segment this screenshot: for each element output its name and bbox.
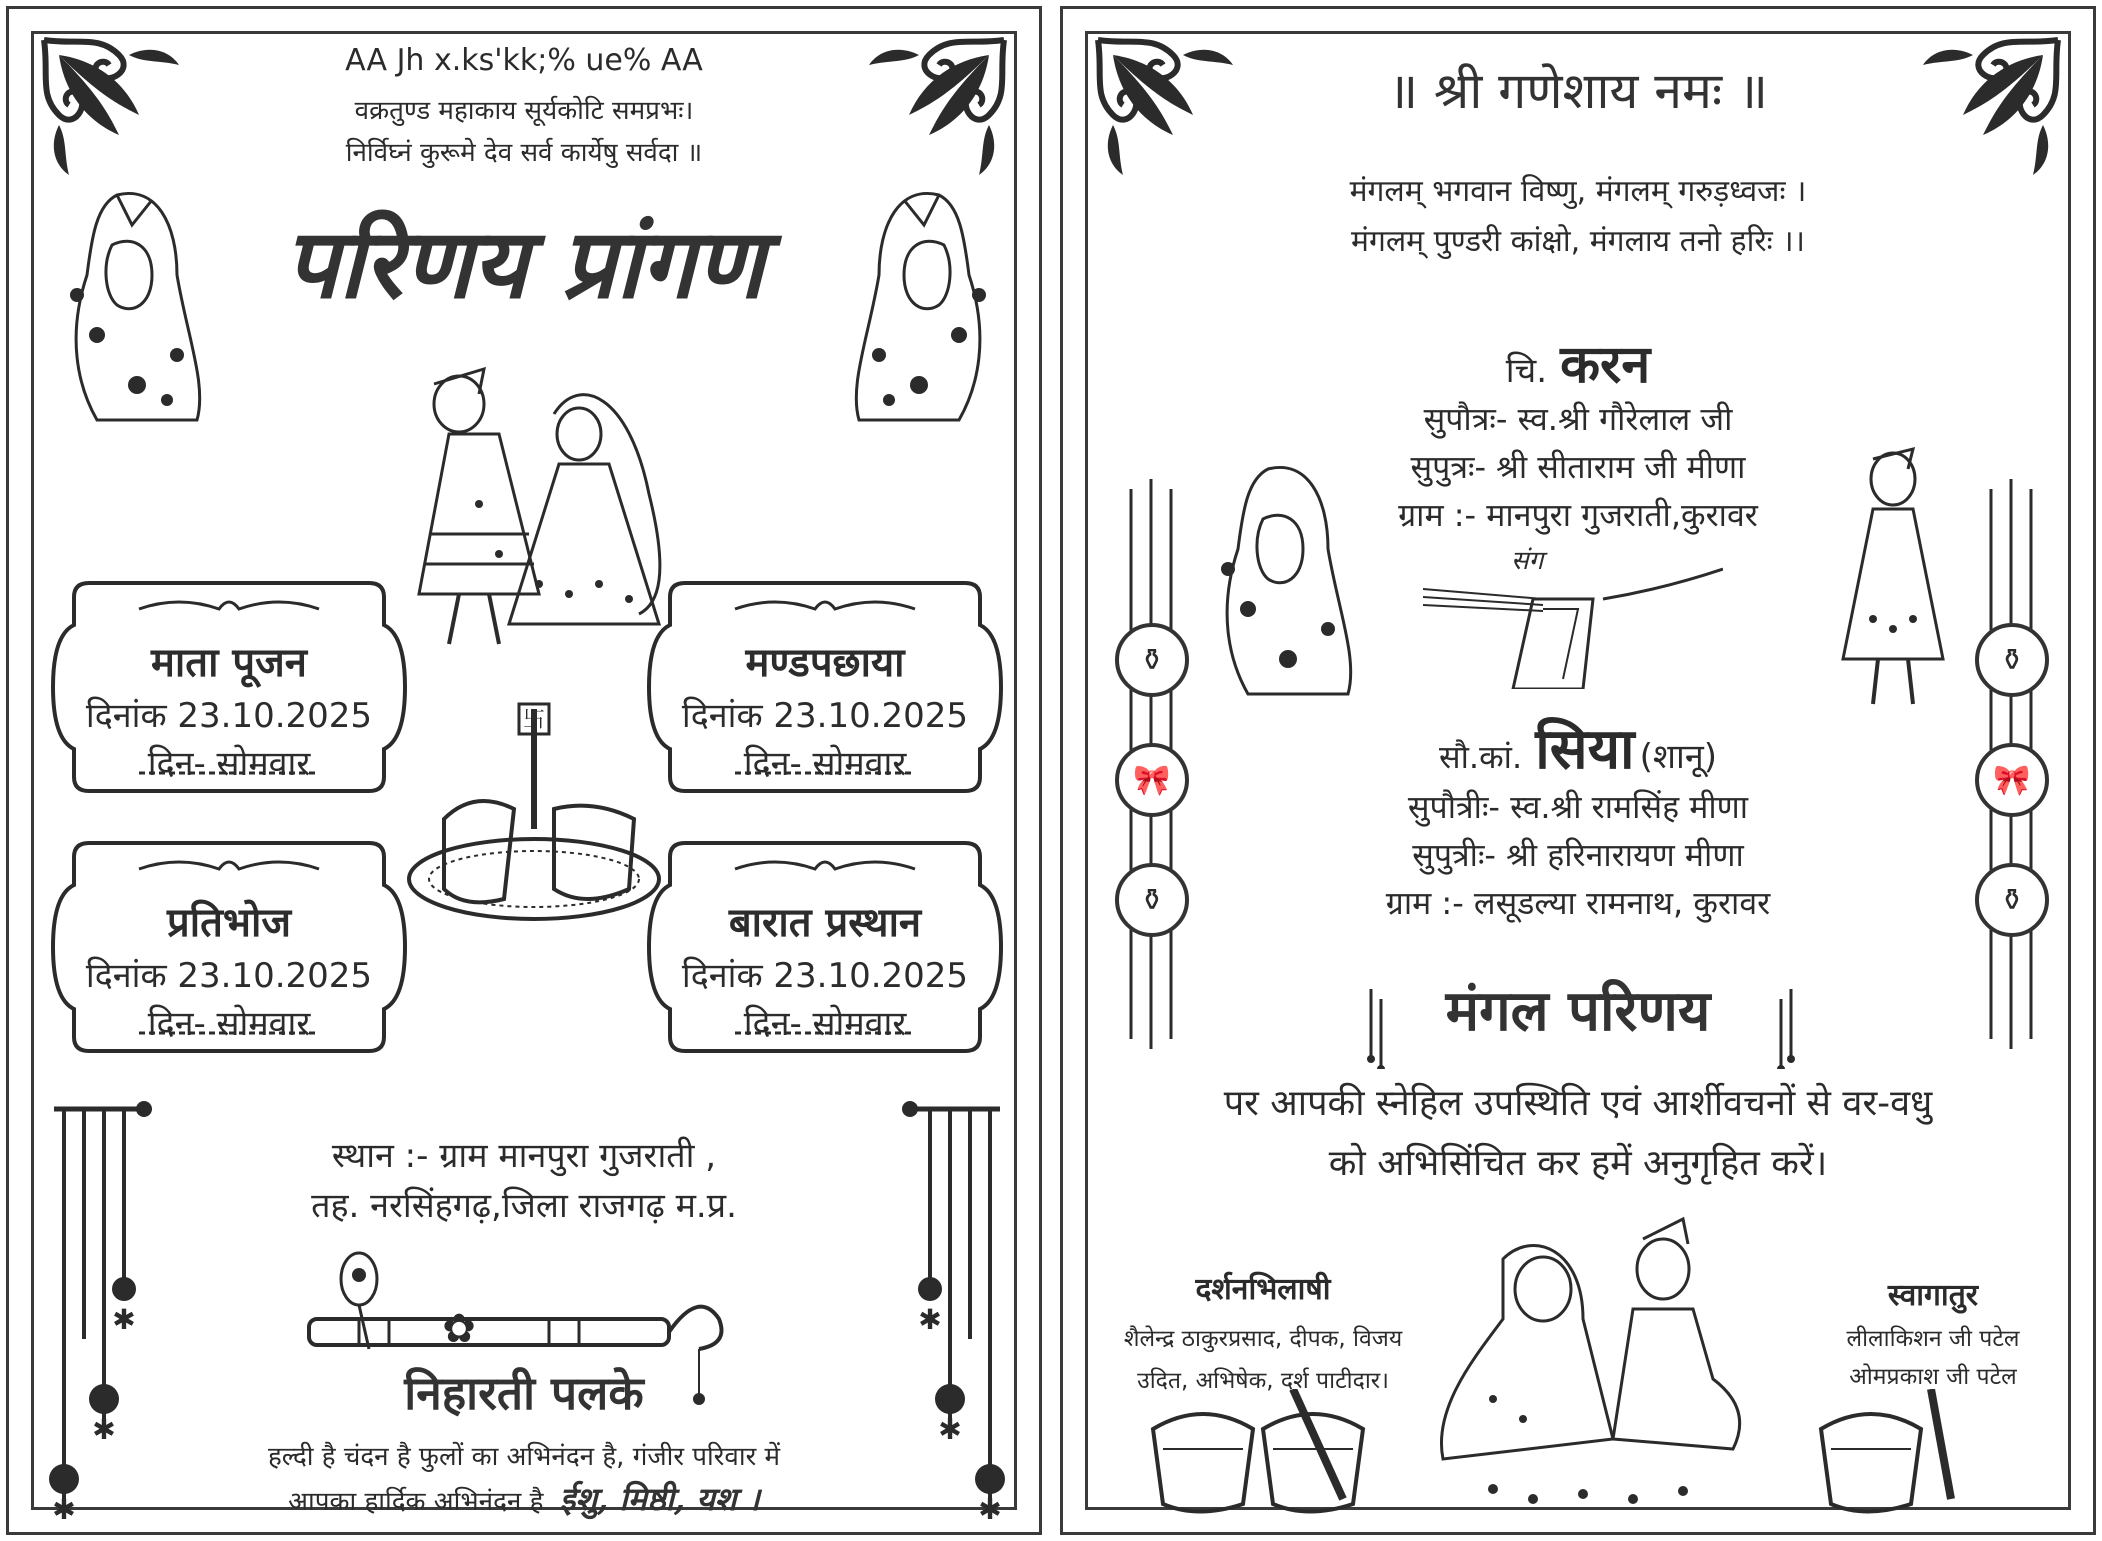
groom-village-line: ग्राम :- मानपुरा गुजराती,कुरावर [1398, 496, 1758, 534]
bow-icon: 🎀 [1115, 743, 1189, 817]
swagat-title: स्वागातुर [1887, 1278, 1979, 1313]
bride-daughter-line: सुपुत्रीः- श्री हरिनारायण मीणा [1412, 836, 1744, 874]
event-title: मण्डपछाया [745, 640, 905, 686]
page-title: परिणय प्रांगण [283, 207, 765, 320]
swagat-names: ओमप्रकाश जी पटेल [1849, 1364, 2017, 1390]
ceremony-title: मंगल परिणय [1445, 978, 1711, 1044]
dancing-couple-icon [389, 354, 689, 654]
closing-text: आपका हार्दिक अभिनंदन है [288, 1487, 544, 1517]
pot-icon: ⚱ [1975, 863, 2049, 937]
pot-icon: ⚱ [1115, 863, 1189, 937]
event-day: दिन- सोमवार [743, 744, 907, 784]
kalash-icon: ⚱ [1115, 623, 1189, 697]
invitation-line: पर आपकी स्नेहिल उपस्थिति एवं आर्शीवचनों से वर-वधु [1223, 1083, 1933, 1124]
event-day: दिन- सोमवार [743, 1004, 907, 1044]
groom-illustration-icon [1833, 439, 1953, 709]
venue-line: तह. नरसिंहगढ़,जिला राजगढ़ म.प्र. [311, 1186, 737, 1226]
seated-couple-icon [1433, 1209, 1763, 1509]
invocation-title: ॥ श्री गणेशाय नमः ॥ [1388, 62, 1768, 120]
svg-text:✱: ✱ [52, 1493, 76, 1526]
bride-granddaughter-line: सुपौत्रीः- स्व.श्री रामसिंह मीणा [1407, 788, 1749, 826]
groom-grandson-line: सुपौत्रः- स्व.श्री गौरेलाल जी [1423, 400, 1733, 438]
groom-prefix: चि. [1505, 351, 1548, 391]
darshan-names: उदित, अभिषेक, दर्श पाटीदार। [1137, 1368, 1389, 1394]
bride-village-line: ग्राम :- लसूडल्या रामनाथ, कुरावर [1385, 884, 1771, 922]
svg-text:✱: ✱ [938, 1413, 962, 1446]
event-date: दिनांक 23.10.2025 [85, 696, 373, 736]
svg-text:✱: ✱ [112, 1303, 136, 1336]
dhol-drums-icon [1143, 1389, 1383, 1514]
groom-name-line [1063, 327, 2093, 398]
shloka-line: वक्रतुण्ड महाकाय सूर्यकोटि समप्रभः। [354, 96, 694, 126]
dhol-drums-icon [1811, 1389, 2011, 1514]
event-day: दिन- सोमवार [147, 744, 311, 784]
svg-text:✱: ✱ [918, 1303, 942, 1336]
drums-thali-icon [404, 699, 664, 929]
event-box [49, 835, 409, 1059]
invitation-card-left [6, 6, 1042, 1535]
event-title: बारात प्रस्थान [728, 900, 922, 946]
svg-text:✱: ✱ [978, 1493, 1002, 1526]
svg-text:✿: ✿ [442, 1306, 476, 1352]
bride-illustration-icon [1208, 459, 1358, 699]
event-box [645, 575, 1005, 799]
shloka-line: मंगलम् भगवान विष्णु, मंगलम् गरुड़ध्वजः । [1349, 174, 1807, 209]
invitation-card-right [1060, 6, 2096, 1535]
event-box [49, 575, 409, 799]
closing-line [9, 1477, 1039, 1520]
bow-icon: 🎀 [1975, 743, 2049, 817]
svg-text:✱: ✱ [92, 1413, 116, 1446]
darshan-title: दर्शनभिलाषी [1195, 1272, 1331, 1307]
kids-names: ईशु, मिष्ठी, यश । [559, 1480, 760, 1518]
event-date: दिनांक 23.10.2025 [681, 696, 969, 736]
event-date: दिनांक 23.10.2025 [85, 956, 373, 996]
bride-name: सिया [1535, 717, 1635, 782]
event-title: माता पूजन [151, 640, 307, 686]
shloka-line: निर्विघ्नं कुरूमे देव सर्व कार्येषु सर्वदा ॥ [345, 138, 703, 168]
header-mantra-line: AA Jh x.ks'kk;% ue% AA [345, 43, 703, 78]
groom-son-line: सुपुत्रः- श्री सीताराम जी मीणा [1410, 448, 1746, 486]
event-box [645, 835, 1005, 1059]
bride-nickname: (शानू) [1639, 737, 1717, 777]
svg-text:卐: 卐 [522, 708, 546, 733]
shloka-line: मंगलम् पुण्डरी कांक्षो, मंगलाय तनो हरिः ।। [1351, 224, 1805, 259]
event-title: प्रतिभोज [166, 900, 292, 946]
invitation-line: को अभिसिंचित कर हमें अनुगृहित करें। [1328, 1143, 1828, 1184]
sang-label: संग [1511, 546, 1544, 576]
venue-line: स्थान :- ग्राम मानपुरा गुजराती , [331, 1136, 717, 1176]
bride-name-line [1063, 709, 2093, 785]
event-date: दिनांक 23.10.2025 [681, 956, 969, 996]
wedding-knot-icon [1423, 549, 1723, 689]
closing-line: हल्दी है चंदन है फुलों का अभिनंदन है, गंजीर परिवार में [267, 1442, 781, 1472]
kalash-icon: ⚱ [1975, 623, 2049, 697]
groom-name: करन [1560, 335, 1651, 395]
bride-prefix: सौ.कां. [1438, 738, 1523, 776]
swagat-names: लीलाकिशन जी पटेल [1846, 1326, 2020, 1352]
section-title: निहारती पलके [404, 1366, 644, 1420]
darshan-names: शैलेन्द्र ठाकुरप्रसाद, दीपक, विजय [1123, 1326, 1403, 1352]
event-day: दिन- सोमवार [147, 1004, 311, 1044]
